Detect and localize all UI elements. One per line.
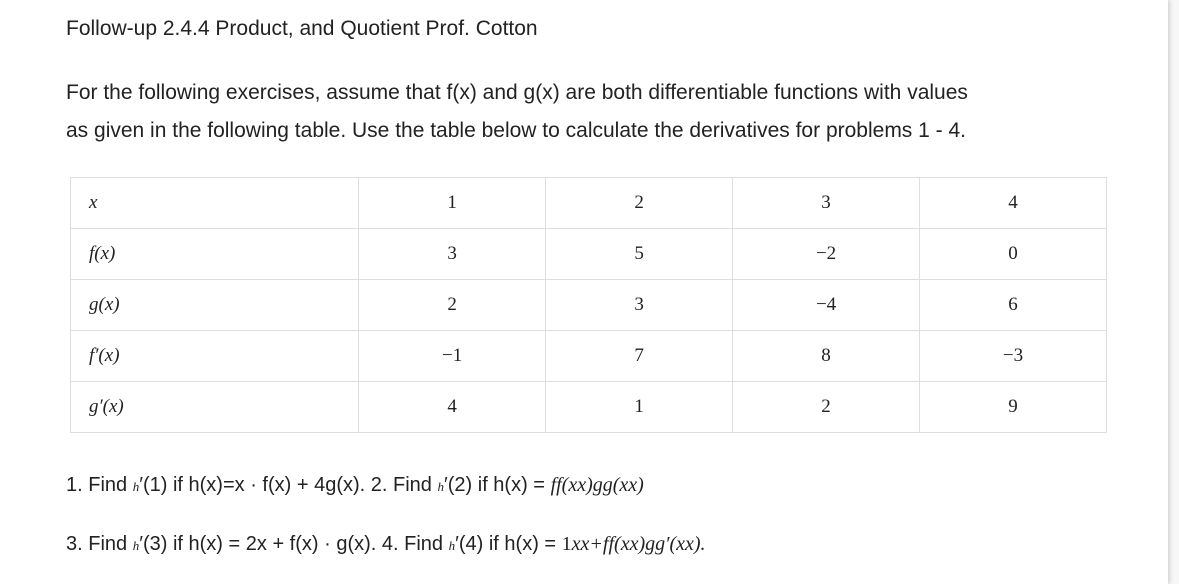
problem-3-prefix: 3. Find [66, 533, 128, 555]
table-cell: −2 [733, 229, 920, 280]
table-cell: 7 [546, 331, 733, 382]
row-label: g(x) [71, 280, 359, 331]
table-row [71, 178, 1107, 229]
function-values-table [70, 177, 1107, 433]
table-cell: 6 [920, 280, 1107, 331]
table-cell: 9 [920, 382, 1107, 433]
table-cell: 0 [920, 229, 1107, 280]
problem-2-h: h [437, 479, 444, 494]
problem-1-prefix: 1. Find [66, 474, 128, 496]
problem-4-h: h [448, 538, 456, 553]
table-row [71, 331, 1107, 382]
table-cell: 4 [359, 382, 546, 433]
table-row [71, 280, 1107, 331]
problem-4-prefix: 4. Find [381, 533, 444, 555]
table-cell: 4 [920, 178, 1107, 229]
table-row [71, 382, 1107, 433]
table-cell: 3 [733, 178, 920, 229]
table-cell: 3 [546, 280, 733, 331]
row-label: g′(x) [71, 382, 359, 433]
row-label: x [71, 178, 359, 229]
problem-3-text: ′(3) if h(x) = 2x + f(x) · g(x). [139, 533, 377, 555]
instructions-line-2: as given in the following table. Use the table below to calculate the derivatives for problems 1 - 4. [66, 119, 966, 142]
problem-1-h: h [132, 479, 140, 494]
problem-4-text: ′(4) if h(x) = [455, 533, 557, 555]
instructions-paragraph [66, 74, 1146, 150]
table-cell: 8 [733, 331, 920, 382]
instructions-line-1: For the following exercises, assume that f(x) and g(x) are both differentiable functions with values [66, 81, 968, 104]
table-cell: 1 [546, 382, 733, 433]
problem-4-numerator: 1 [561, 533, 572, 555]
problem-1-text: ′(1) if h(x)=x · f(x) + 4g(x). [139, 474, 366, 496]
row-label: f′(x) [71, 331, 359, 382]
table-cell: 2 [359, 280, 546, 331]
table-cell: 2 [546, 178, 733, 229]
problem-2-text: ′(2) if h(x) = [444, 474, 545, 496]
table-cell: 2 [733, 382, 920, 433]
problem-3-h: h [132, 538, 140, 553]
problem-2-prefix: 2. Find [370, 474, 432, 496]
row-label: f(x) [71, 229, 359, 280]
table-row [71, 229, 1107, 280]
problem-4-expression: xx+ff(xx)gg′(xx). [571, 533, 706, 555]
problem-2-expression: ff(xx)gg(xx) [550, 474, 644, 496]
table-cell: 5 [546, 229, 733, 280]
table-cell: 1 [359, 178, 546, 229]
problems-line-1 [66, 472, 644, 500]
table-cell: −1 [359, 331, 546, 382]
problems-line-2 [66, 531, 706, 559]
table-cell: 3 [359, 229, 546, 280]
table-cell: −3 [920, 331, 1107, 382]
page-title: Follow-up 2.4.4 Product, and Quotient Prof. Cotton [66, 17, 538, 40]
table-cell: −4 [733, 280, 920, 331]
